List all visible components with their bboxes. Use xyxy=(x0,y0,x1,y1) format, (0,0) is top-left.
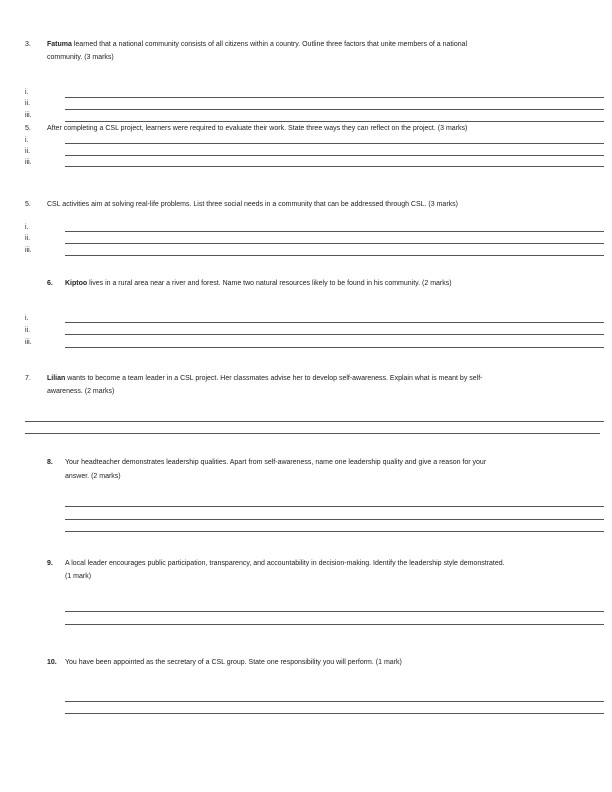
question-text: After completing a CSL project, learners were required to evaluate their work. State three ways they can reflect on the project. (3 marks) xyxy=(47,125,468,132)
answer-line[interactable] xyxy=(65,155,604,156)
answer-line[interactable] xyxy=(65,347,604,348)
question-number: 6. xyxy=(47,280,53,287)
item-label: ii. xyxy=(25,235,31,242)
answer-line[interactable] xyxy=(65,713,604,714)
item-label: i. xyxy=(25,89,29,96)
answer-line[interactable] xyxy=(65,531,604,532)
answer-line[interactable] xyxy=(65,624,604,625)
question-line: community. (3 marks) xyxy=(47,54,114,61)
question-number: 7. xyxy=(25,375,31,382)
item-label: i. xyxy=(25,224,29,231)
item-label: i. xyxy=(25,137,29,144)
question-text: Your headteacher demonstrates leadership qualities. Apart from self-awareness, name one leadership quality and give a reason for your xyxy=(65,459,487,466)
question-line: answer. (2 marks) xyxy=(65,473,121,480)
answer-line[interactable] xyxy=(65,166,604,167)
item-label: i. xyxy=(25,315,29,322)
question-number: 5. xyxy=(25,125,31,132)
question-text xyxy=(47,374,483,383)
answer-line[interactable] xyxy=(65,121,604,122)
item-label: iii. xyxy=(25,247,32,254)
answer-line[interactable] xyxy=(65,243,604,244)
item-label: ii. xyxy=(25,100,31,107)
answer-line[interactable] xyxy=(65,109,604,110)
question-text xyxy=(65,279,452,288)
question-line: wants to become a team leader in a CSL project. Her classmates advise her to develop self-awareness. Explain what is meant by self- xyxy=(65,375,483,382)
answer-line[interactable] xyxy=(65,255,604,256)
student-name: Lilian xyxy=(47,375,66,382)
question-line: lives in a rural area near a river and forest. Name two natural resources likely to be found in his community. (2 marks) xyxy=(87,280,452,287)
question-number: 3. xyxy=(25,41,31,48)
question-number: 8. xyxy=(47,459,53,466)
answer-line[interactable] xyxy=(65,334,604,335)
item-label: iii. xyxy=(25,112,32,119)
item-label: ii. xyxy=(25,148,31,155)
question-number: 5. xyxy=(25,201,31,208)
answer-line[interactable] xyxy=(65,701,604,702)
answer-line[interactable] xyxy=(65,611,604,612)
question-text: You have been appointed as the secretary of a CSL group. State one responsibility you will perform. (1 mark) xyxy=(65,659,402,666)
question-text xyxy=(47,40,467,49)
question-text: A local leader encourages public participation, transparency, and accountability in decision-making. Identify the leadership style demonstrated. xyxy=(65,560,505,567)
question-text: CSL activities aim at solving real-life problems. List three social needs in a community that can be addressed through CSL. (3 marks) xyxy=(47,201,458,208)
student-name: Fatuma xyxy=(47,41,72,48)
answer-line[interactable] xyxy=(65,97,604,98)
answer-line[interactable] xyxy=(65,143,604,144)
question-line: (1 mark) xyxy=(65,573,92,580)
question-line: learned that a national community consists of all citizens within a country. Outline three factors that unite members of a national xyxy=(71,41,468,48)
item-label: ii. xyxy=(25,327,31,334)
answer-line[interactable] xyxy=(65,506,604,507)
answer-line[interactable] xyxy=(25,433,600,434)
question-number: 10. xyxy=(47,659,57,666)
item-label: iii. xyxy=(25,339,32,346)
answer-line[interactable] xyxy=(65,322,604,323)
student-name: Kiptoo xyxy=(65,280,88,287)
answer-line[interactable] xyxy=(25,421,604,422)
question-line: awareness. (2 marks) xyxy=(47,388,115,395)
answer-line[interactable] xyxy=(65,231,604,232)
item-label: iii. xyxy=(25,159,32,166)
answer-line[interactable] xyxy=(65,519,604,520)
question-number: 9. xyxy=(47,560,53,567)
